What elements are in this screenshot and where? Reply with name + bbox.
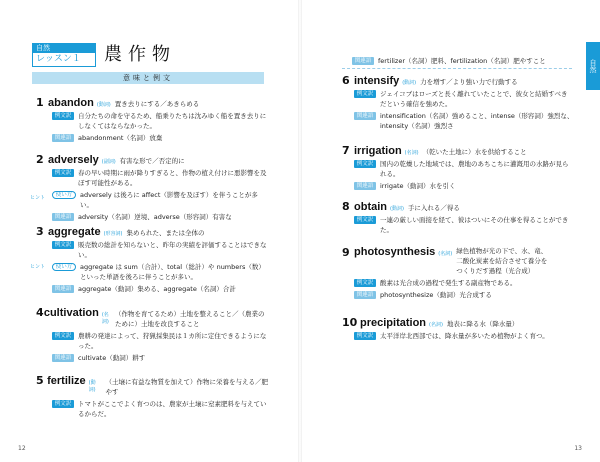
usage-text: aggregate は sum（合計）、total（総計）や numbers（数）といった単語を後ろに伴うことが多い。 (80, 263, 265, 281)
part-of-speech: (副詞) (101, 159, 116, 165)
example-text: 農耕の発達によって、狩猟採集民は１カ所に定住できるようになった。 (78, 332, 267, 350)
example-tag: 例文訳 (52, 169, 74, 177)
entry-meaning: （作物を育てるため）土地を整えること／（農業のために）土地を改良すること (114, 310, 265, 328)
example-tag: 例文訳 (354, 160, 376, 168)
page-number-right: 13 (574, 445, 582, 452)
example-tag: 例文訳 (354, 90, 376, 98)
part-of-speech: (動詞) (88, 380, 96, 393)
entry-word: aggregate (48, 226, 101, 238)
usage-text: adversely は後ろに affect（影響を及ぼす）を伴うことが多い。 (80, 191, 258, 209)
related-tag: 関連語 (52, 285, 74, 293)
entry-number: 6 (342, 74, 350, 87)
entry-meaning: 力を増す／より強い力で行動する (420, 78, 518, 86)
page-number-left: 12 (18, 445, 26, 452)
entry-meaning: 手に入れる／得る (407, 204, 460, 212)
entry-number: 8 (342, 200, 350, 213)
entry-meaning: 集められた、または全体の (126, 229, 205, 237)
entry-meaning: （土壌に有益な物質を加えて）作物に栄養を与える／肥やす (105, 378, 268, 396)
entry-word: adversely (48, 154, 99, 166)
category-label: 自然 (33, 44, 95, 53)
related-tag: 関連語 (52, 213, 74, 221)
side-tab: 自然 (586, 42, 600, 90)
entry-number: 1 (36, 96, 44, 109)
entry-number: 2 (36, 153, 44, 166)
part-of-speech: (動詞) (402, 80, 417, 86)
example-text: 自分たちの命を守るため、船乗りたちは沈みゆく船を置き去りにしなくてはならなかった。 (78, 112, 267, 130)
vocab-entry-4 (36, 306, 268, 363)
related-text: cultivate（動詞）耕す (78, 354, 146, 362)
entry-word: photosynthesis (354, 246, 436, 258)
example-tag: 例文訳 (52, 112, 74, 120)
related-tag: 関連語 (52, 134, 74, 142)
entry-word: intensify (354, 75, 400, 87)
entry-number: 10 (342, 316, 358, 329)
example-text: 国内の乾燥した地域では、農地のあちこちに灌漑用の水路が見られる。 (380, 160, 569, 178)
related-tag: 関連語 (354, 291, 376, 299)
vocab-entry-7 (342, 144, 574, 191)
hint-label: ヒント (30, 264, 46, 270)
lesson-label: レッスン１ (36, 54, 81, 64)
entry-word: cultivation (43, 307, 99, 319)
related-tag: 関連語 (354, 182, 376, 190)
entry-number: 4 (36, 306, 44, 319)
vocab-entry-6 (342, 74, 574, 131)
example-text: 春の早い時期に雨が降りすぎると、作物の植え付けに悪影響を及ぼす可能性がある。 (78, 169, 267, 187)
example-tag: 例文訳 (354, 216, 376, 224)
vocab-entry-1 (36, 96, 268, 143)
part-of-speech: (動詞) (96, 102, 111, 108)
divider (342, 68, 572, 69)
entry-meaning: 有害な形で／否定的に (119, 157, 185, 165)
related-tag: 関連語 (354, 112, 376, 120)
entry-number: 9 (342, 246, 350, 259)
example-text: 太平洋岸北西部では、降水量が多いため植物がよく育つ。 (380, 332, 549, 340)
vocab-entry-5-continued (352, 54, 572, 66)
vocab-entry-2 (36, 153, 268, 222)
example-text: 酸素は光合成の過程で発生する副産物である。 (380, 279, 517, 287)
entry-meaning: 地表に降る水（降水量） (446, 320, 519, 328)
right-page (300, 0, 600, 462)
entry-meaning: 緑色植物が光の下で、水、竜、二酸化炭素を結合させて養分をつくりだす過程（光合成） (456, 247, 548, 275)
related-text: aggregate（動詞）集める、aggregate（名詞）合計 (78, 285, 236, 293)
example-tag: 例文訳 (52, 241, 74, 249)
part-of-speech: (名詞) (438, 251, 453, 257)
example-tag: 例文訳 (354, 279, 376, 287)
hint-label: ヒント (30, 195, 46, 201)
part-of-speech: (名詞) (429, 322, 443, 328)
example-text: 販売数の総計を知らないと、昨年の実績を評価することはできない。 (78, 241, 267, 259)
entry-word: obtain (354, 201, 387, 213)
page-title: 農作物 (104, 44, 176, 65)
part-of-speech: (形容詞) (103, 231, 123, 237)
vocab-entry-9 (342, 246, 574, 300)
example-tag: 例文訳 (52, 332, 74, 340)
entry-word: precipitation (360, 317, 427, 329)
related-text: adversity（名詞）逆境、adverse（形容詞）有害な (78, 213, 232, 221)
example-text: トマトがここでよく育つのは、農家が土壌に窒素肥料を与えているからだ。 (78, 400, 267, 418)
vocab-entry-8 (342, 200, 574, 235)
vocab-entry-3 (36, 225, 268, 294)
entry-word: irrigation (354, 145, 402, 157)
related-text: photosynthesize（動詞）光合成する (380, 291, 492, 299)
entry-number: 7 (342, 144, 350, 157)
entry-word: fertilize (47, 375, 86, 387)
entry-meaning: 置き去りにする／あきらめる (114, 100, 200, 108)
part-of-speech: (名詞) (101, 312, 109, 325)
related-tag: 関連語 (352, 57, 374, 65)
example-text: 一連の厳しい面接を経て、彼はついにその仕事を得ることができた。 (380, 216, 569, 234)
part-of-speech: (名詞) (404, 150, 419, 156)
related-text: intensification（名詞）強めること、intense（形容詞）強烈な、intensity（名詞）強烈さ (380, 112, 574, 130)
related-text: abandonment（名詞）放棄 (78, 134, 163, 142)
usage-tag: 使い方 (52, 191, 76, 199)
entry-meaning: （乾いた土地に）水を供給すること (422, 148, 527, 156)
usage-tag: 使い方 (52, 263, 76, 271)
example-tag: 例文訳 (52, 400, 74, 408)
related-text: fertilizer（名詞）肥料、fertilization（名詞）肥やすこと (378, 57, 546, 65)
entry-number: 3 (36, 225, 44, 238)
entry-number: 5 (36, 374, 44, 387)
related-tag: 関連語 (52, 354, 74, 362)
example-tag: 例文訳 (354, 332, 376, 340)
example-text: ジェイコブはローズと長く離れていたことで、彼女と結婚すべきだという確信を強めた。 (380, 90, 568, 108)
section-header: 意味と例文 (32, 72, 264, 84)
vocab-entry-5 (36, 374, 268, 419)
related-text: irrigate（動詞）水を引く (380, 182, 456, 190)
entry-word: abandon (48, 97, 94, 109)
vocab-entry-10 (342, 316, 574, 341)
lesson-header (32, 43, 96, 67)
part-of-speech: (動詞) (390, 206, 404, 212)
